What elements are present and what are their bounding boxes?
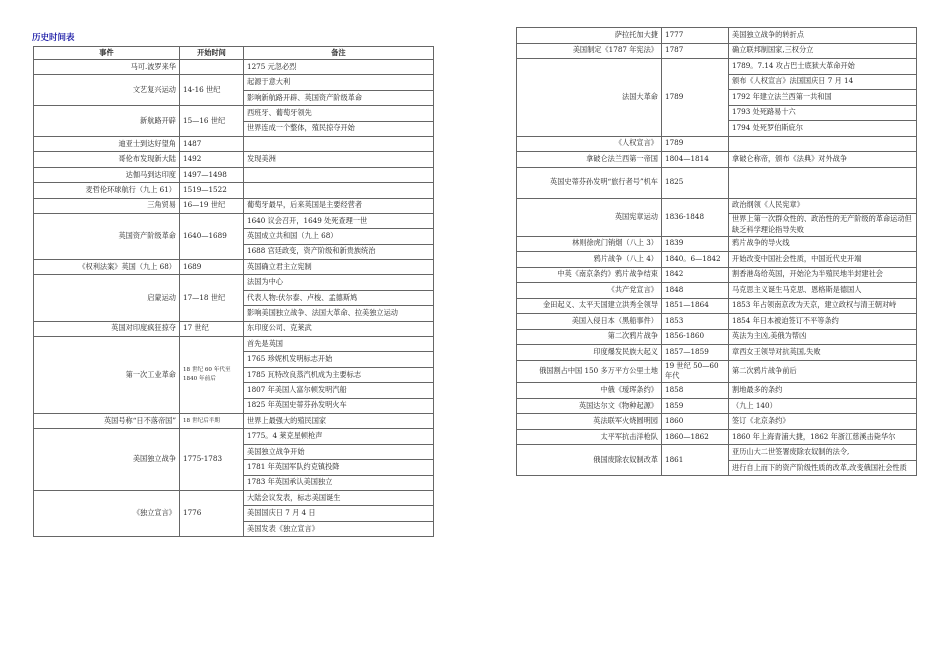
note-cell: 1783 年英国承认美国独立 [244, 475, 434, 490]
event-cell: 拿破仑法兰西第一帝国 [517, 152, 662, 168]
note-cell: 1793 处死路易十六 [729, 105, 917, 121]
start-time-cell: 17—18 世纪 [180, 275, 244, 321]
start-time-cell: 1839 [662, 236, 729, 252]
event-cell: 《共产党宣言》 [517, 283, 662, 299]
event-cell: 第二次鸦片战争 [517, 329, 662, 345]
table-row [517, 283, 917, 299]
note-cell [244, 167, 434, 182]
start-time-cell: 1640—1689 [180, 213, 244, 259]
note-cell: 确立联邦制国家,三权分立 [729, 43, 917, 59]
event-cell: 英国达尔文《物种起源》 [517, 398, 662, 414]
note-cell: 颁布《人权宣言》法国国庆日 7 月 14 [729, 74, 917, 90]
table-row [517, 314, 917, 330]
event-cell: 三角贸易 [34, 198, 180, 213]
event-cell: 林则徐虎门销烟（八上 3） [517, 236, 662, 252]
note-cell: 1640 议会召开，1649 处死查理一世 [244, 213, 434, 228]
note-cell: 政治纲领《人民宪章》 [729, 198, 917, 214]
header-note: 备注 [244, 47, 434, 60]
event-cell: 俄国割占中国 150 多万平方公里土地 [517, 360, 662, 383]
note-cell: 鸦片战争的导火线 [729, 236, 917, 252]
table-row [34, 152, 434, 167]
table-row [34, 413, 434, 428]
note-cell: 1807 年美国人富尔顿发明汽船 [244, 383, 434, 398]
table-row [517, 383, 917, 399]
table-row [517, 136, 917, 152]
table-row [517, 59, 917, 75]
start-time-cell: 1789 [662, 59, 729, 137]
start-time-cell: 1497—1498 [180, 167, 244, 182]
event-cell: 俄国废除农奴制改革 [517, 445, 662, 476]
event-cell: 迪亚士到达好望角 [34, 136, 180, 151]
event-cell: 《人权宣言》 [517, 136, 662, 152]
note-cell: 马克思主义诞生马克思、恩格斯是德国人 [729, 283, 917, 299]
note-cell [244, 183, 434, 198]
event-cell: 英国宪章运动 [517, 198, 662, 236]
start-time-cell: 1856-1860 [662, 329, 729, 345]
start-time-cell: 16—19 世纪 [180, 198, 244, 213]
start-time-cell: 1840。6—1842 [662, 252, 729, 268]
note-cell: 英国成立共和国（九上 68） [244, 229, 434, 244]
table-row [517, 198, 917, 214]
note-cell: 美国独立战争的转折点 [729, 28, 917, 44]
note-cell: 亚历山大二世签署废除农奴制的法令, [729, 445, 917, 461]
table-row [34, 75, 434, 90]
event-cell: 美国独立战争 [34, 429, 180, 491]
event-cell: 英国对印度疯狂掠夺 [34, 321, 180, 336]
start-time-cell: 1804—1814 [662, 152, 729, 168]
start-time-cell: 1776 [180, 490, 244, 536]
event-cell: 金田起义、太平天国建立洪秀全领导 [517, 298, 662, 314]
note-cell [244, 136, 434, 151]
note-cell: 起源于意大利 [244, 75, 434, 90]
start-time-cell: 1851—1864 [662, 298, 729, 314]
note-cell: 影响美国独立战争、法国大革命、拉美独立运动 [244, 306, 434, 321]
table-row [517, 43, 917, 59]
start-time-cell: 1857—1859 [662, 345, 729, 361]
event-cell: 中俄《瑷珲条约》 [517, 383, 662, 399]
table-row [517, 152, 917, 168]
table-row [34, 198, 434, 213]
note-cell: 葡萄牙最早，后来英国是主要经营者 [244, 198, 434, 213]
note-cell: 英国确立君主立宪制 [244, 260, 434, 275]
note-cell: 美国独立战争开始 [244, 444, 434, 459]
note-cell: 代表人物:伏尔泰、卢梭、孟德斯鸠 [244, 290, 434, 305]
start-time-cell: 1789 [662, 136, 729, 152]
event-cell: 麦哲伦环球航行（九上 61） [34, 183, 180, 198]
start-time-cell: 1487 [180, 136, 244, 151]
table-row [34, 60, 434, 75]
table-row [34, 183, 434, 198]
note-cell: 1781 年英国军队约克镇投降 [244, 460, 434, 475]
note-cell: 1789。7.14 攻占巴士底狱大革命开始 [729, 59, 917, 75]
note-cell: 大陆会议发表，标志美国诞生 [244, 490, 434, 505]
start-time-cell: 1825 [662, 167, 729, 198]
note-cell: 发现美洲 [244, 152, 434, 167]
note-cell: 法国为中心 [244, 275, 434, 290]
note-cell [729, 167, 917, 198]
event-cell: 启蒙运动 [34, 275, 180, 321]
start-time-cell: 15—16 世纪 [180, 106, 244, 137]
page-title: 历史时间表 [32, 33, 75, 43]
table-row [34, 429, 434, 444]
note-cell: 1854 年日本被迫签订不平等条约 [729, 314, 917, 330]
start-time-cell: 1787 [662, 43, 729, 59]
note-cell: 1794 处死罗伯斯庇尔 [729, 121, 917, 137]
note-cell: 1785 瓦特改良蒸汽机成为主要标志 [244, 367, 434, 382]
event-cell: 法国大革命 [517, 59, 662, 137]
table-row [517, 360, 917, 383]
note-cell: 英法为主凶,美俄为帮凶 [729, 329, 917, 345]
note-cell: 1775。4 莱克星顿枪声 [244, 429, 434, 444]
start-time-cell: 1860—1862 [662, 429, 729, 445]
start-time-cell: 1848 [662, 283, 729, 299]
note-cell: 1765 珍妮机发明标志开始 [244, 352, 434, 367]
note-cell: 进行自上而下的资产阶级性质的改革,改变俄国社会性质 [729, 460, 917, 476]
note-cell: 美国发表《独立宣言》 [244, 521, 434, 536]
note-cell: 世界上第一次群众性的、政治性的无产阶级的革命运动但缺乏科学理论指导失败 [729, 214, 917, 237]
table-row [517, 429, 917, 445]
event-cell: 英国史蒂芬孙发明“旅行者号”机车 [517, 167, 662, 198]
start-time-cell: 1861 [662, 445, 729, 476]
start-time-cell: 17 世纪 [180, 321, 244, 336]
note-cell: 1688 宫廷政变，资产阶级和新贵族统治 [244, 244, 434, 259]
note-cell: 签订《北京条约》 [729, 414, 917, 430]
event-cell: 《独立宣言》 [34, 490, 180, 536]
event-cell: 英国号称“日不落帝国” [34, 413, 180, 428]
event-cell: 达伽马到达印度 [34, 167, 180, 182]
note-cell: 1275 元忽必烈 [244, 60, 434, 75]
table-row [34, 106, 434, 121]
table-row [517, 252, 917, 268]
event-cell: 印度爆发民族大起义 [517, 345, 662, 361]
table-row [517, 345, 917, 361]
event-cell: 太平军抗击洋枪队 [517, 429, 662, 445]
note-cell: 1792 年建立法兰西第一共和国 [729, 90, 917, 106]
event-cell: 中英《南京条约》鸦片战争结束 [517, 267, 662, 283]
note-cell: （九上 140） [729, 398, 917, 414]
note-cell: 影响新航路开辟、英国资产阶级革命 [244, 90, 434, 105]
table-row [34, 260, 434, 275]
start-time-cell: 1777 [662, 28, 729, 44]
note-cell: 1825 年英国史蒂芬孙发明火车 [244, 398, 434, 413]
table-row [517, 398, 917, 414]
note-cell: 开始改变中国社会性质，中国近代史开端 [729, 252, 917, 268]
event-cell: 萨拉托加大捷 [517, 28, 662, 44]
table-row [517, 28, 917, 44]
table-row [517, 445, 917, 461]
table-row [34, 213, 434, 228]
note-cell: 西班牙、葡萄牙领先 [244, 106, 434, 121]
start-time-cell: 18 世纪后半期 [180, 413, 244, 428]
start-time-cell: 18 世纪 60 年代至 1840 年前后 [180, 337, 244, 414]
table-row [517, 167, 917, 198]
start-time-cell: 1853 [662, 314, 729, 330]
start-time-cell: 1492 [180, 152, 244, 167]
note-cell: 美国国庆日 7 月 4 日 [244, 506, 434, 521]
note-cell: 首先是英国 [244, 337, 434, 352]
start-time-cell: 1858 [662, 383, 729, 399]
event-cell: 英国资产阶级革命 [34, 213, 180, 259]
note-cell: 世界上最强大的殖民国家 [244, 413, 434, 428]
start-time-cell: 1689 [180, 260, 244, 275]
start-time-cell: 1860 [662, 414, 729, 430]
note-cell: 第二次鸦片战争前后 [729, 360, 917, 383]
event-cell: 第一次工业革命 [34, 337, 180, 414]
table-row [34, 337, 434, 352]
start-time-cell: 19 世纪 50—60 年代 [662, 360, 729, 383]
event-cell: 新航路开辟 [34, 106, 180, 137]
header-event: 事件 [34, 47, 180, 60]
table-row [34, 136, 434, 151]
table-row [517, 267, 917, 283]
timeline-table-left [33, 46, 434, 537]
note-cell: 1860 年上海青浦大捷，1862 年浙江慈溪击毙华尔 [729, 429, 917, 445]
start-time-cell: 1519—1522 [180, 183, 244, 198]
note-cell: 割地最多的条约 [729, 383, 917, 399]
event-cell: 文艺复兴运动 [34, 75, 180, 106]
note-cell [729, 136, 917, 152]
table-row [34, 490, 434, 505]
table-row [517, 414, 917, 430]
table-row [517, 329, 917, 345]
note-cell: 章西女王领导对抗英国,失败 [729, 345, 917, 361]
start-time-cell: 1775-1783 [180, 429, 244, 491]
event-cell: 哥伦布发现新大陆 [34, 152, 180, 167]
table-row [517, 298, 917, 314]
table-row [34, 167, 434, 182]
note-cell: 东印度公司、克莱武 [244, 321, 434, 336]
note-cell: 拿破仑称帝，颁布《法典》对外战争 [729, 152, 917, 168]
table-row [517, 236, 917, 252]
header-start-time: 开始时间 [180, 47, 244, 60]
event-cell: 《权利法案》英国（九上 68） [34, 260, 180, 275]
timeline-table-right [516, 27, 917, 476]
event-cell: 鸦片战争（八上 4） [517, 252, 662, 268]
event-cell: 美国制定《1787 年宪法》 [517, 43, 662, 59]
event-cell: 马可.波罗来华 [34, 60, 180, 75]
table-row [34, 275, 434, 290]
note-cell: 1853 年占领南京改为天京，建立政权与清王朝对峙 [729, 298, 917, 314]
start-time-cell: 1836-1848 [662, 198, 729, 236]
start-time-cell [180, 60, 244, 75]
event-cell: 英法联军火烧圆明园 [517, 414, 662, 430]
note-cell: 割香港岛给英国，开始沦为半殖民地半封建社会 [729, 267, 917, 283]
table-row [34, 321, 434, 336]
start-time-cell: 1859 [662, 398, 729, 414]
note-cell: 世界连成一个整体，殖民掠夺开始 [244, 121, 434, 136]
start-time-cell: 1842 [662, 267, 729, 283]
start-time-cell: 14-16 世纪 [180, 75, 244, 106]
event-cell: 美国入侵日本（黑船事件） [517, 314, 662, 330]
